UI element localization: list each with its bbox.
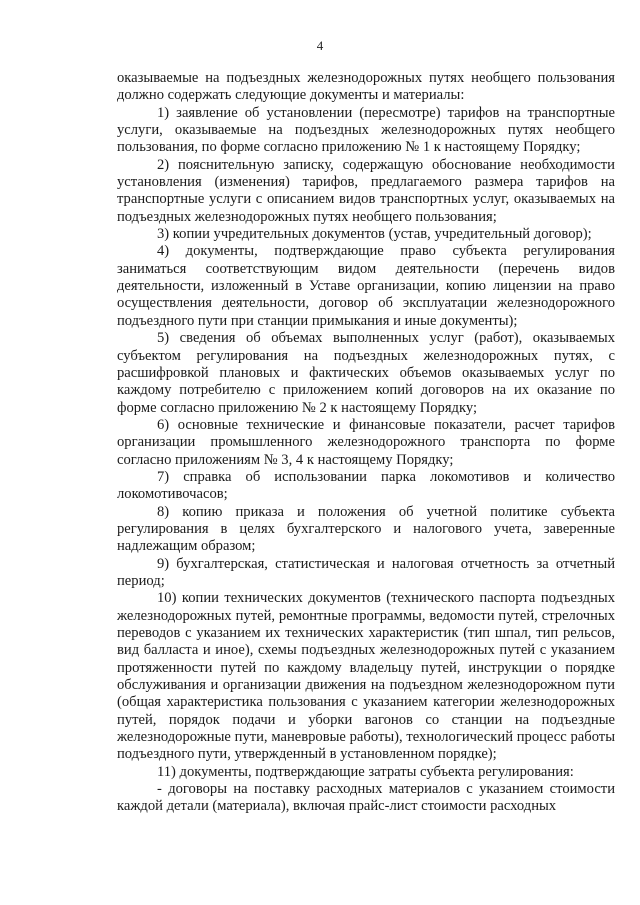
list-item-10: 10) копии технических документов (технического паспорта подъездных железнодорожных путей, ремонтные программы, ведомости путей, стрелочных переводов с указанием их технических характеристик (тип шпал, тип рельсов, вид балласта и иное), схемы подъездных железнодорожных путей с указанием протяженности путей по каждому владельцу путей, инструкции о порядке обслуживания и организации движения на подъездном железнодорожном пути (общая характеристика пользования с указанием категории железнодорожных путей, порядок подачи и уборки вагонов со станции на подъездные железнодорожные пути, маневровые работы), технологический процесс работы подъездного пути, утвержденный в установленном порядке); (117, 590, 615, 763)
list-item-7: 7) справка об использовании парка локомотивов и количество локомотивочасов; (117, 468, 615, 503)
sub-item-contracts: - договоры на поставку расходных материалов с указанием стоимости каждой детали (материала), включая прайс-лист стоимости расходных (117, 781, 615, 815)
page-number: 4 (316, 38, 324, 53)
list-item-1: 1) заявление об установлении (пересмотре) тарифов на транспортные услуги, оказываемые на подъездных железнодорожных путях необщего пользования, по форме согласно приложению № 1 к настоящему Порядку; (117, 104, 615, 156)
paragraph-continuation: оказываемые на подъездных железнодорожных путях необщего пользования должно содержать следующие документы и материалы: (117, 70, 615, 104)
document-body (117, 70, 615, 816)
list-item-11: 11) документы, подтверждающие затраты субъекта регулирования: (157, 763, 574, 780)
list-item-3: 3) копии учредительных документов (устав, учредительный договор); (157, 226, 592, 243)
list-item-5: 5) сведения об объемах выполненных услуг (работ), оказываемых субъектом регулирования на подъездных железнодорожных путях, с расшифровкой плановых и фактических объемов оказываемых услуг по каждому потребителю с приложением копий договоров на их оказание по форме согласно приложению № 2 к настоящему Порядку; (117, 330, 615, 416)
list-item-8: 8) копию приказа и положения об учетной политике субъекта регулирования в целях бухгалтерского и налогового учета, заверенные надлежащим образом; (117, 503, 615, 555)
list-item-2: 2) пояснительную записку, содержащую обоснование необходимости установления (изменения) тарифов, предлагаемого размера тарифов на транспортные услуги с описанием видов транспортных услуг, оказываемых на подъездных железнодорожных путях необщего пользования; (117, 156, 615, 225)
list-item-4: 4) документы, подтверждающие право субъекта регулирования заниматься соответствующим видом деятельности (перечень видов деятельности, изложенный в Уставе организации, копию лицензии на право осуществления деятельности, договор об эксплуатации железнодорожного подъездного пути при станции примыкания и иные документы); (117, 243, 615, 329)
list-item-6: 6) основные технические и финансовые показатели, расчет тарифов организации промышленного железнодорожного транспорта по форме согласно приложениям № 3, 4 к настоящему Порядку; (117, 416, 615, 468)
list-item-9: 9) бухгалтерская, статистическая и налоговая отчетность за отчетный период; (117, 555, 615, 589)
